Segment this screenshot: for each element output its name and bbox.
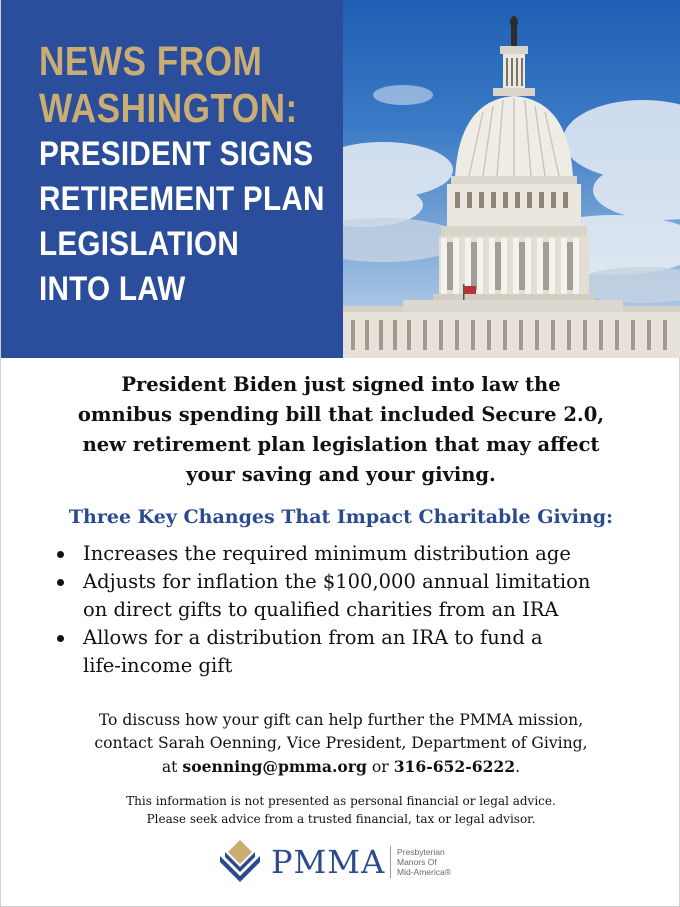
capitol-dome-illustration (343, 0, 680, 358)
headline (39, 38, 339, 312)
logo-divider (390, 846, 391, 878)
bullet-icon (57, 635, 64, 642)
logo-subtitle (397, 847, 477, 877)
hero (1, 0, 680, 362)
list-item-text: Increases the required minimum distribution age (83, 542, 571, 565)
logo-wordmark: PMMA (271, 843, 386, 881)
headline-white-line: PRESIDENT SIGNS (39, 135, 314, 174)
disclaimer-line: This information is not presented as personal financial or legal advice. (126, 794, 556, 808)
bullet-icon (57, 579, 64, 586)
list-item-text: Adjusts for inflation the $100,000 annual limitation (83, 570, 591, 593)
key-changes-list (57, 540, 637, 680)
list-item-text: life-income gift (83, 654, 233, 677)
email-link[interactable]: soenning@pmma.org (182, 757, 367, 776)
list-item (57, 540, 637, 568)
intro-line: new retirement plan legislation that may affect (82, 433, 600, 456)
list-item (57, 624, 637, 680)
list-item (57, 568, 637, 624)
logo-sub-line: Manors Of (397, 857, 437, 867)
capitol-photo (343, 0, 680, 358)
headline-gold-line: WASHINGTON: (39, 85, 298, 132)
contact-suffix: . (515, 758, 521, 776)
section-heading: Three Key Changes That Impact Charitable Giving: (68, 506, 614, 528)
contact-line: contact Sarah Oenning, Vice President, Department of Giving, (94, 734, 588, 752)
list-item-text: on direct gifts to qualified charities from an IRA (83, 598, 559, 621)
intro-paragraph (41, 370, 641, 490)
headline-white-line: LEGISLATION (39, 225, 240, 264)
headline-white-line: RETIREMENT PLAN (39, 180, 325, 219)
list-item-text: Allows for a distribution from an IRA to fund a (83, 626, 543, 649)
chevron-logo-icon (217, 838, 263, 884)
headline-panel (1, 0, 343, 358)
intro-line: President Biden just signed into law the (121, 373, 561, 396)
intro-line: your saving and your giving. (186, 463, 496, 486)
logo-sub-line: Mid-America® (397, 867, 451, 877)
headline-gold-line: NEWS FROM (39, 38, 263, 84)
phone-link[interactable]: 316-652-6222 (393, 757, 516, 776)
pmma-logo (217, 838, 477, 888)
bullet-icon (57, 551, 64, 558)
contact-connector: or (366, 758, 394, 776)
logo-sub-line: Presbyterian (397, 847, 445, 857)
disclaimer-line: Please seek advice from a trusted financial, tax or legal advisor. (146, 812, 536, 826)
headline-white-line: INTO LAW (39, 270, 186, 309)
contact-line: To discuss how your gift can help further the PMMA mission, (98, 711, 584, 729)
disclaimer (41, 792, 641, 828)
contact-paragraph (41, 709, 641, 779)
contact-prefix: at (161, 758, 183, 776)
intro-line: omnibus spending bill that included Secure 2.0, (77, 403, 605, 426)
